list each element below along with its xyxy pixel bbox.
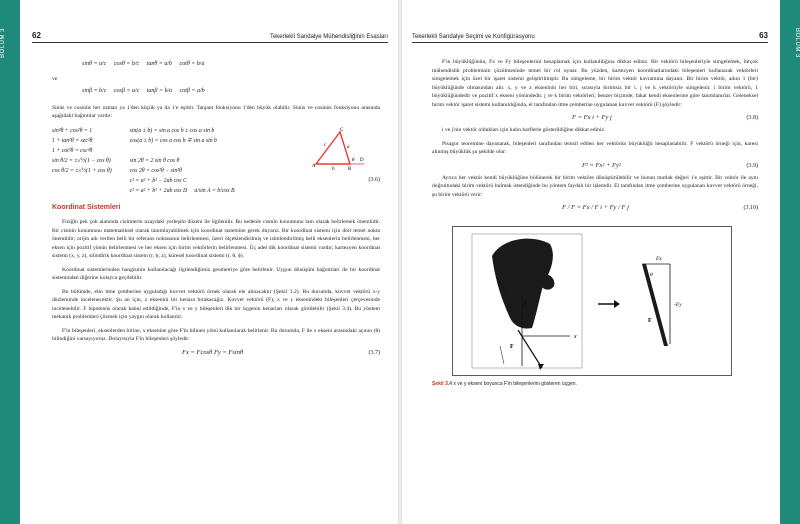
vector-label: F: [510, 344, 514, 350]
angle-label: θ: [352, 157, 355, 163]
side-label: b: [332, 166, 335, 172]
figure-caption: [432, 380, 758, 389]
section-title: Koordinat Sistemleri: [52, 203, 121, 211]
axis-label: x: [574, 334, 577, 340]
equation: F = Fx i + Fy j: [572, 114, 612, 121]
running-head: Tekerlekli Sandalye Seçimi ve Konfigürasyonu: [412, 34, 535, 40]
paragraph: Pisagor teoremine dayanarak, bileşenleri tarafından temsil edilen her vektörün büyüklüğü hesaplanabilir. F vektörü örneği için, karesi alınmış büyüklük şu şekilde olur:: [432, 140, 758, 155]
chapter-tab-right: [780, 0, 800, 524]
figure-caption-label: Şekil 3.4: [432, 381, 453, 387]
page-body: [432, 58, 758, 389]
page-body: [52, 58, 380, 361]
triangle-diagram: [310, 126, 370, 172]
equation-row: [432, 162, 758, 174]
paragraph: F'in bileşenleri, eksenlerden birine, x eksenine göre F'in bilinen yönü kullanılarak belirlenir. Bu durumda, F ile x ekseni arasındaki açının (θ) bilindiğini varsayıyoruz. Dolayısıyla F'in bileşenleri şöyledir:: [52, 327, 380, 342]
component-label: Fx: [656, 256, 662, 262]
figure-caption-text: x ve y ekseni boyunca F'in bileşenlerini gösteren üçgen.: [452, 381, 577, 387]
equation-number: (3.7): [368, 349, 380, 356]
formula-beta: sinβ = b/c cosβ = a/c tanβ = b/a cotβ = a/b: [82, 88, 205, 94]
equation: F / F = Fx / F i + Fy / F j: [562, 204, 629, 211]
identities-block: [52, 126, 380, 196]
paragraph: Fiziğin pek çok alanında cisimlerin uzaydaki yerleşim düzeni ile ilgilenilir. Bu nedenle cismin konumunu tam olarak belirlemek önemlidir. Bir cismin konumunu matematiksel olarak tanımlayabilmek için koordinat sistemine gerek duyarız. Bir koordinat sistemi için dört temel nokta önemlidir; orijin adı verilen belli bir referans noktasının belirlenmesi, üzeri ölçeklendirilmiş ve isimlendirilmiş belli eksenlerin belirlenmesi, her eksen için pozitif yönün belirlenmesi ve her eksen için birim vektörlerin belirlenmesi. Üç adet dik koordinat sistemi vardır; kartezyen koordinat sistemi (x, y, z), silindirik koordinat sistem (r, ϕ, z), küresel koordinat sistemi (r, θ, ϕ).: [52, 219, 380, 259]
paragraph: Ayrıca her vektör kendi büyüklüğüne bölünerek bir birim vektöre dönüştürülebilir ve bunun mutlak değeri 1'e eşittir. Bir vektör ile aynı doğrultudaki birim vektörü bulmak istendiğinde bu yöntem faydalı bir işlemdir. El tarafından itme çemberine uygulanan kuvvet vektörü örneği, şu birim vektörü verir:: [432, 174, 758, 198]
angle-label: θ: [650, 272, 653, 278]
paragraph: i ve j'nin vektör oldukları için kalın harflerle gösterildiğine dikkat ediniz.: [442, 127, 606, 133]
vertex-label: A: [312, 163, 316, 169]
vertex-label: B: [348, 166, 352, 172]
running-head: Tekerlekli Sandalye Mühendisliğinin Esasları: [269, 34, 388, 40]
axis-label: y: [524, 300, 527, 306]
page-header: [412, 30, 768, 43]
side-label: a: [347, 144, 350, 150]
equation-number: (3.10): [743, 205, 758, 211]
chapter-tab-left: [0, 0, 20, 524]
vector-label: F: [648, 318, 652, 324]
equation-row: [432, 114, 758, 126]
side-label: c: [324, 142, 327, 148]
equation-number: (3.8): [746, 115, 758, 121]
equation-row: [52, 349, 380, 361]
paragraph: Sinüs ve cosinüs her zaman ya 1'den küçük ya da 1'e eşittir. Tanjant fonksiyonu 1'den büyük olabilir. Sinüs ve cosinüs fonksiyonu arasında aşağıdaki bağıntılar vardır:: [52, 104, 380, 119]
component-label: -Fy: [674, 302, 682, 308]
left-page: [22, 0, 398, 524]
conjunction-text: ve: [52, 75, 58, 82]
formula-theta: sinθ = a/c cosθ = b/c tanθ = a/b cotθ = b/a: [82, 61, 205, 67]
identities-column: sin²θ + cos²θ = 1 1 + tan²θ = sec²θ 1 + cot²θ = csc²θ sin θ/2 = ±√½(1 − cos θ) cos θ/2 = ±√½(1 + cos θ): [52, 127, 112, 174]
identities-column: sin(a ± b) = sin a cos b ± cos a sin b cos(a ± b) = cos a cos b ∓ sin a sin b sin 2θ = 2 sin θ cos θ cos 2θ = cos²θ − sin²θ c² = a² + b² − 2ab cos C c² = a² + b² + 2ab cos D a/sin A = b/cos B: [129, 127, 235, 194]
equation-row: [432, 204, 758, 216]
right-page: [402, 0, 778, 524]
page-number: 63: [759, 31, 768, 40]
equation: F² = Fx² + Fy²: [582, 161, 621, 169]
chapter-tab-label: BÖLÜM 3: [0, 28, 6, 58]
vertex-label: D: [360, 157, 364, 163]
page-number: 62: [32, 31, 41, 40]
paragraph: F'in büyüklüğünün, Fx ve Fy bileşenlerini hesaplamak için kullanıldığına dikkat ediniz. Bir vektörü bileşenleriyle simgelemek, birçok mühendislik probleminin çözülmesinde temel bir rol oynar. Bu yüzden, kartezyen koordinatlarındaki bileşenleri kullanarak vektörleri simgelemek için özel bir işaret sistemi geliştirilmiştir. Bu simgeleme, bir birim vektör kavramına dayanır. Bir birim vektör, adını 1 (bir) büyüklüğünde olmasından alır. x, y ve z ekseninin her biri, sırasıyla birimsiz bir i, j ve k vektörüyle simgelenir. i birim vektörü, 1 büyüklüğündedir ve pozitif x ekseni yönündedir. j ve k birim vektörleri, benzer biçimde; fakat kendi eksenlerine göre tanımlanırlar. Geleneksel birim vektör işaret sistemi kullanıldığında, el tarafından itme çemberine uygulanan kuvvet vektörü (F) şöyledir:: [432, 59, 758, 108]
vertex-label: C: [340, 127, 344, 133]
figure-3-4: [452, 226, 732, 376]
equation-number: (3.6): [368, 176, 380, 183]
chapter-tab-label: BÖLÜM 3: [794, 28, 800, 58]
equation: Fx = Fcosθ Fy = Fsinθ: [182, 348, 244, 356]
equation-number: (3.9): [746, 162, 758, 169]
paragraph: Bu bölümde, elin itme çemberine uyguladığı kuvvet vektörü örnek olarak ele alınacaktır (Şekil 3.2). Bu durumda, kuvvet vektörü x-y düzleminde incelenecektir. Şu an için, z eksenini bir kenara bırakacağız. Kuvvet vektörü (F), x ve y eksenindeki bileşenleri çerçevesinde incelenebilir. F hipotenüs olarak kabul edildiğinde, F'in x ve y bileşenleri dik bir üçgenin kenarları olarak görülebilir (Şekil 3.4). Bu yöntem mekanik problemleri çözmek için yaygın olarak kullanılır.: [52, 288, 380, 320]
paragraph: Koordinat sistemlerinden hangisinin kullanılacağı ilgilendiğimiz geometriye göre belirlenir. Uygun dönüşüm bağıntıları ile bir koordinat sisteminden diğerine kolayca geçilebilir.: [52, 266, 380, 281]
page-header: [32, 30, 388, 43]
